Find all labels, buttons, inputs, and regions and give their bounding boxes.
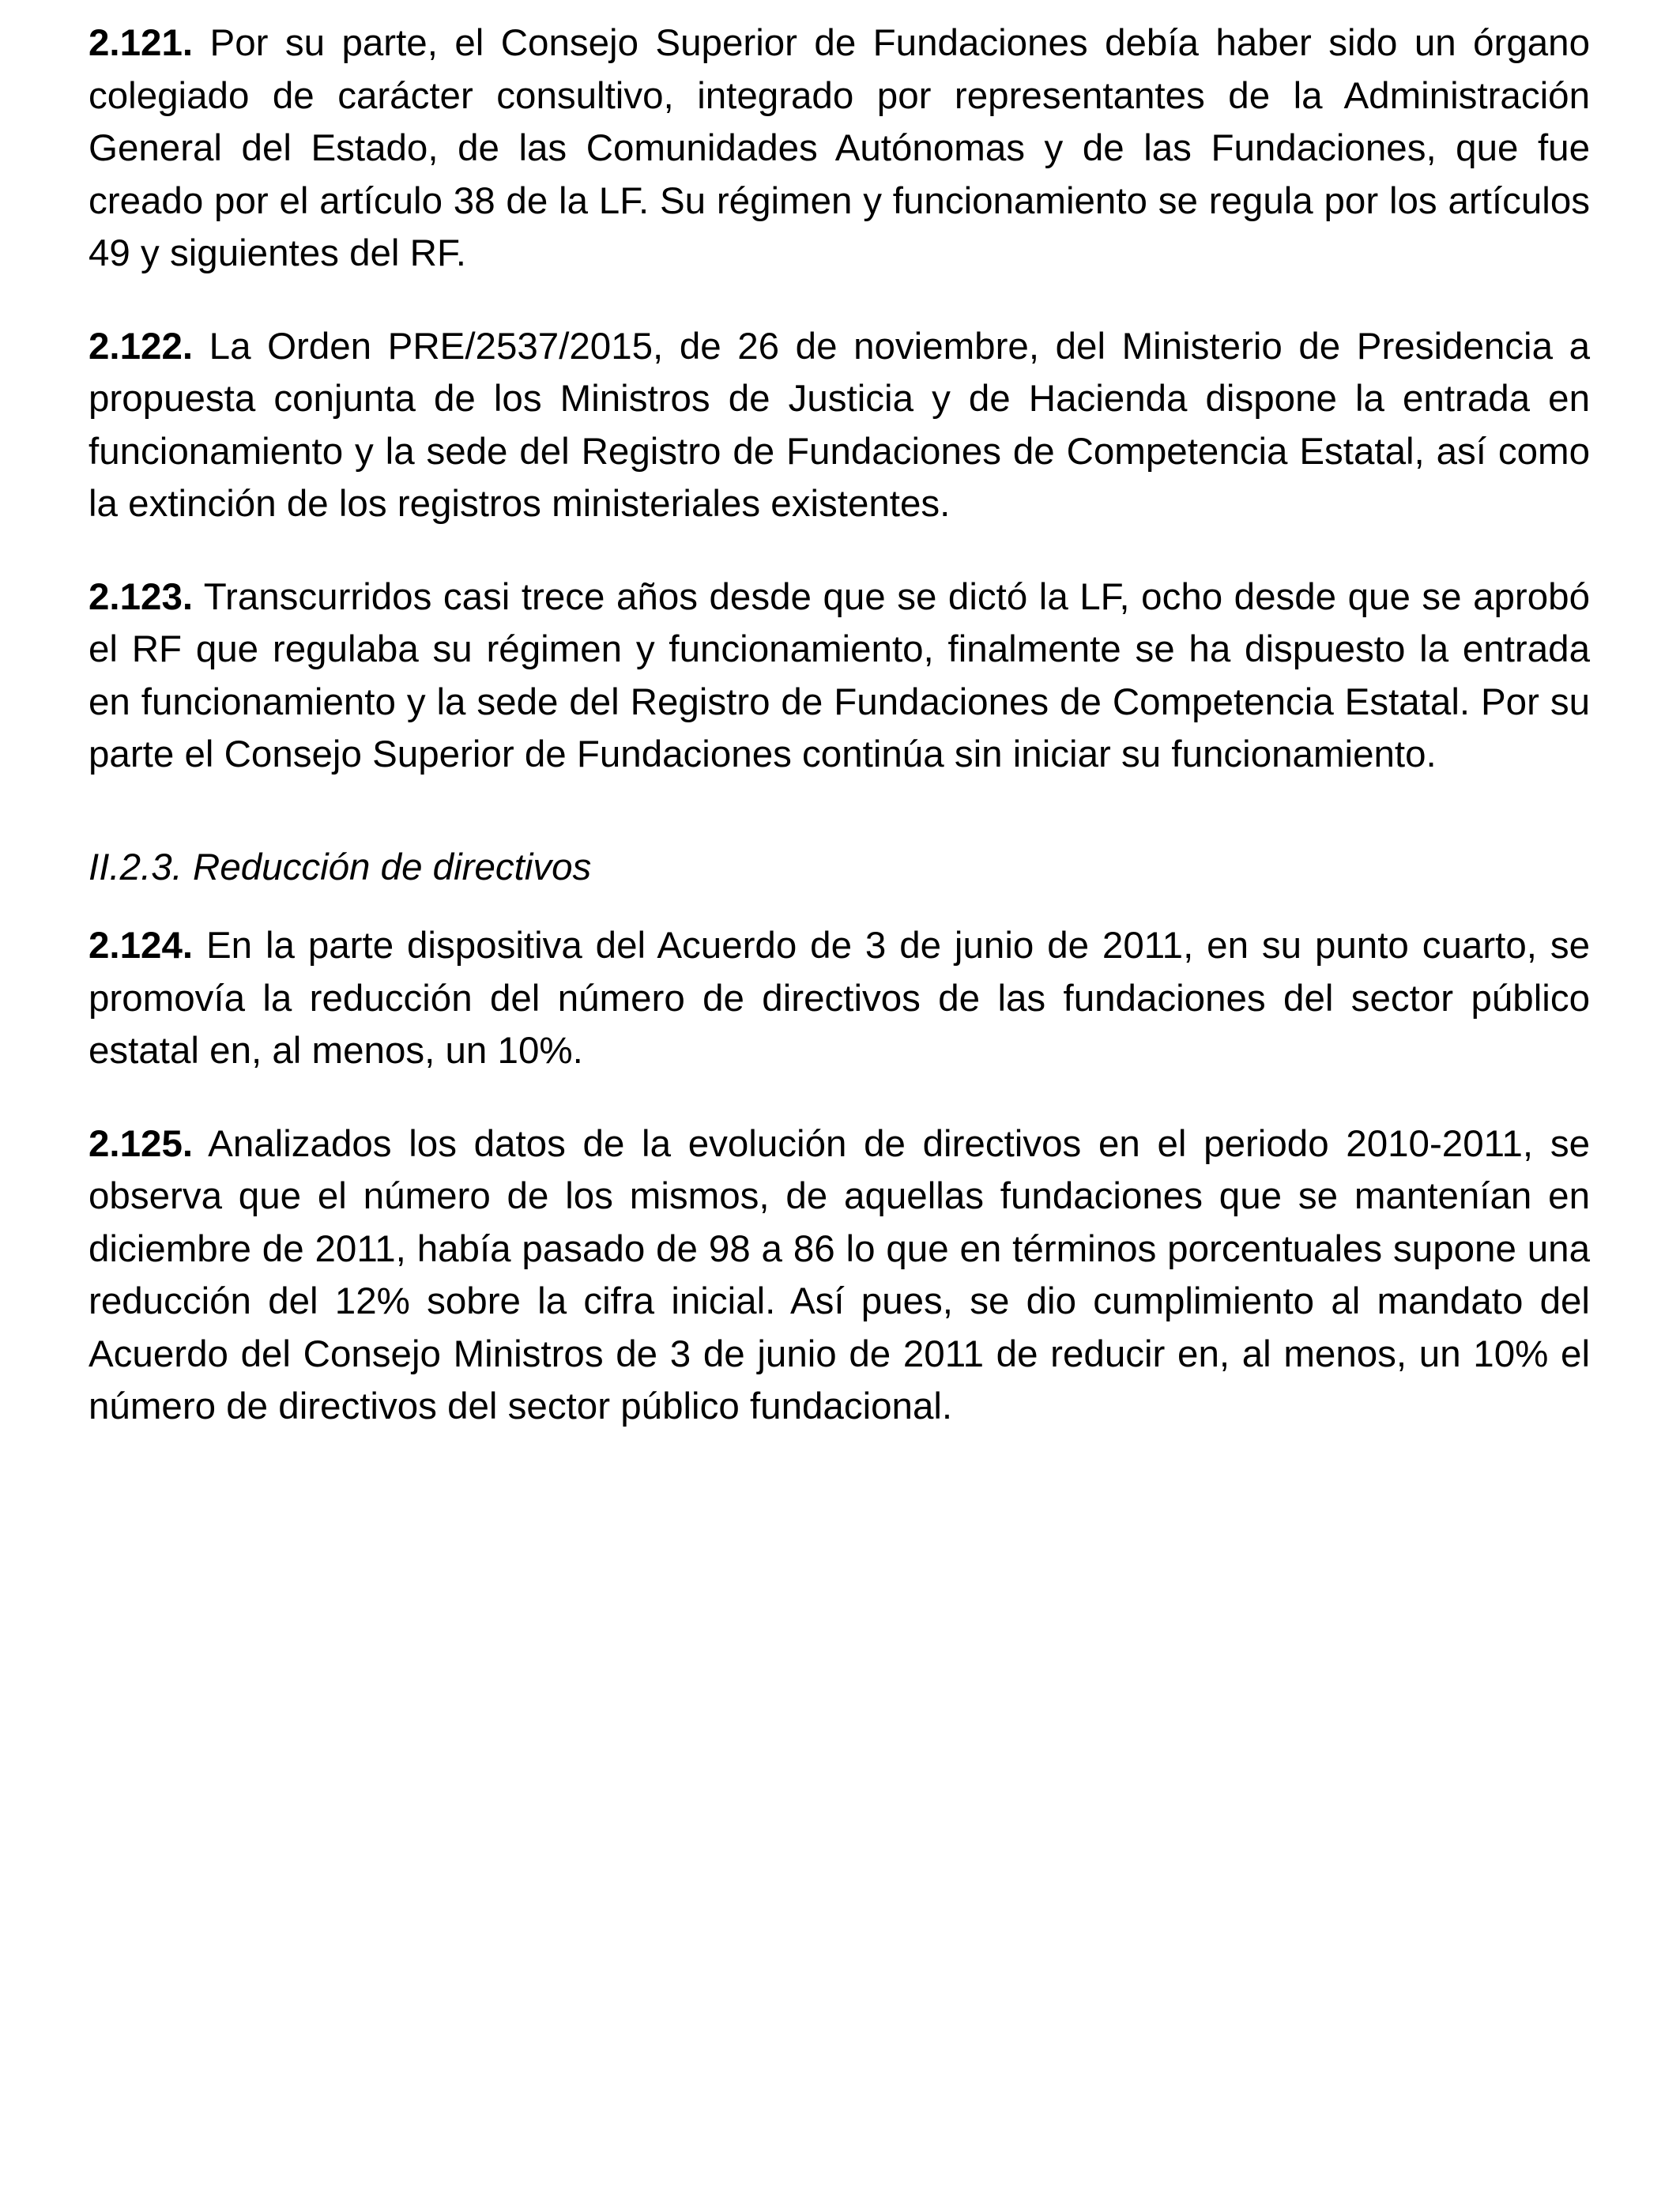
paragraph-2-125 <box>89 1118 1590 1434</box>
paragraph-text: La Orden PRE/2537/2015, de 26 de noviembre, del Ministerio de Presidencia a propuesta conjunta de los Ministros de Justicia y de Hacienda dispone la entrada en funcionamiento y la sede del Registro de Fundaciones de Competencia Estatal, así como la extinción de los registros ministeriales existentes. <box>89 325 1590 525</box>
paragraph-number: 2.125. <box>89 1122 194 1165</box>
paragraph-2-122 <box>89 321 1590 531</box>
paragraph-number: 2.124. <box>89 925 194 967</box>
paragraph-2-123 <box>89 571 1590 782</box>
paragraph-number: 2.121. <box>89 22 194 64</box>
paragraph-2-124 <box>89 920 1590 1078</box>
paragraph-text: Transcurridos casi trece años desde que se dictó la LF, ocho desde que se aprobó el RF que regulaba su régimen y funcionamiento, finalmente se ha dispuesto la entrada en funcionamiento y la sede del Registro de Fundaciones de Competencia Estatal. Por su parte el Consejo Superior de Fundaciones continúa sin iniciar su funcionamiento. <box>89 575 1590 775</box>
paragraph-text: En la parte dispositiva del Acuerdo de 3 de junio de 2011, en su punto cuarto, se promovía la reducción del número de directivos de las fundaciones del sector público estatal en, al menos, un 10%. <box>89 925 1590 1072</box>
section-heading: II.2.3. Reducción de directivos <box>89 846 592 888</box>
paragraph-text: Por su parte, el Consejo Superior de Fundaciones debía haber sido un órgano colegiado de carácter consultivo, integrado por representantes de la Administración General del Estado, de las Comunidades Autónomas y de las Fundaciones, que fue creado por el artículo 38 de la LF. Su régimen y funcionamiento se regula por los artículos 49 y siguientes del RF. <box>89 22 1591 274</box>
paragraph-number: 2.123. <box>89 575 194 618</box>
document-page <box>89 17 1590 1474</box>
paragraph-number: 2.122. <box>89 325 194 368</box>
paragraph-text: Analizados los datos de la evolución de directivos en el periodo 2010-2011, se observa que el número de los mismos, de aquellas fundaciones que se mantenían en diciembre de 2011, había pasado de 98 a 86 lo que en términos porcentuales supone una reducción del 12% sobre la cifra inicial. Así pues, se dio cumplimiento al mandato del Acuerdo del Consejo Ministros de 3 de junio de 2011 de reducir en, al menos, un 10% el número de directivos del sector público fundacional. <box>89 1122 1590 1427</box>
paragraph-2-121 <box>89 17 1590 281</box>
